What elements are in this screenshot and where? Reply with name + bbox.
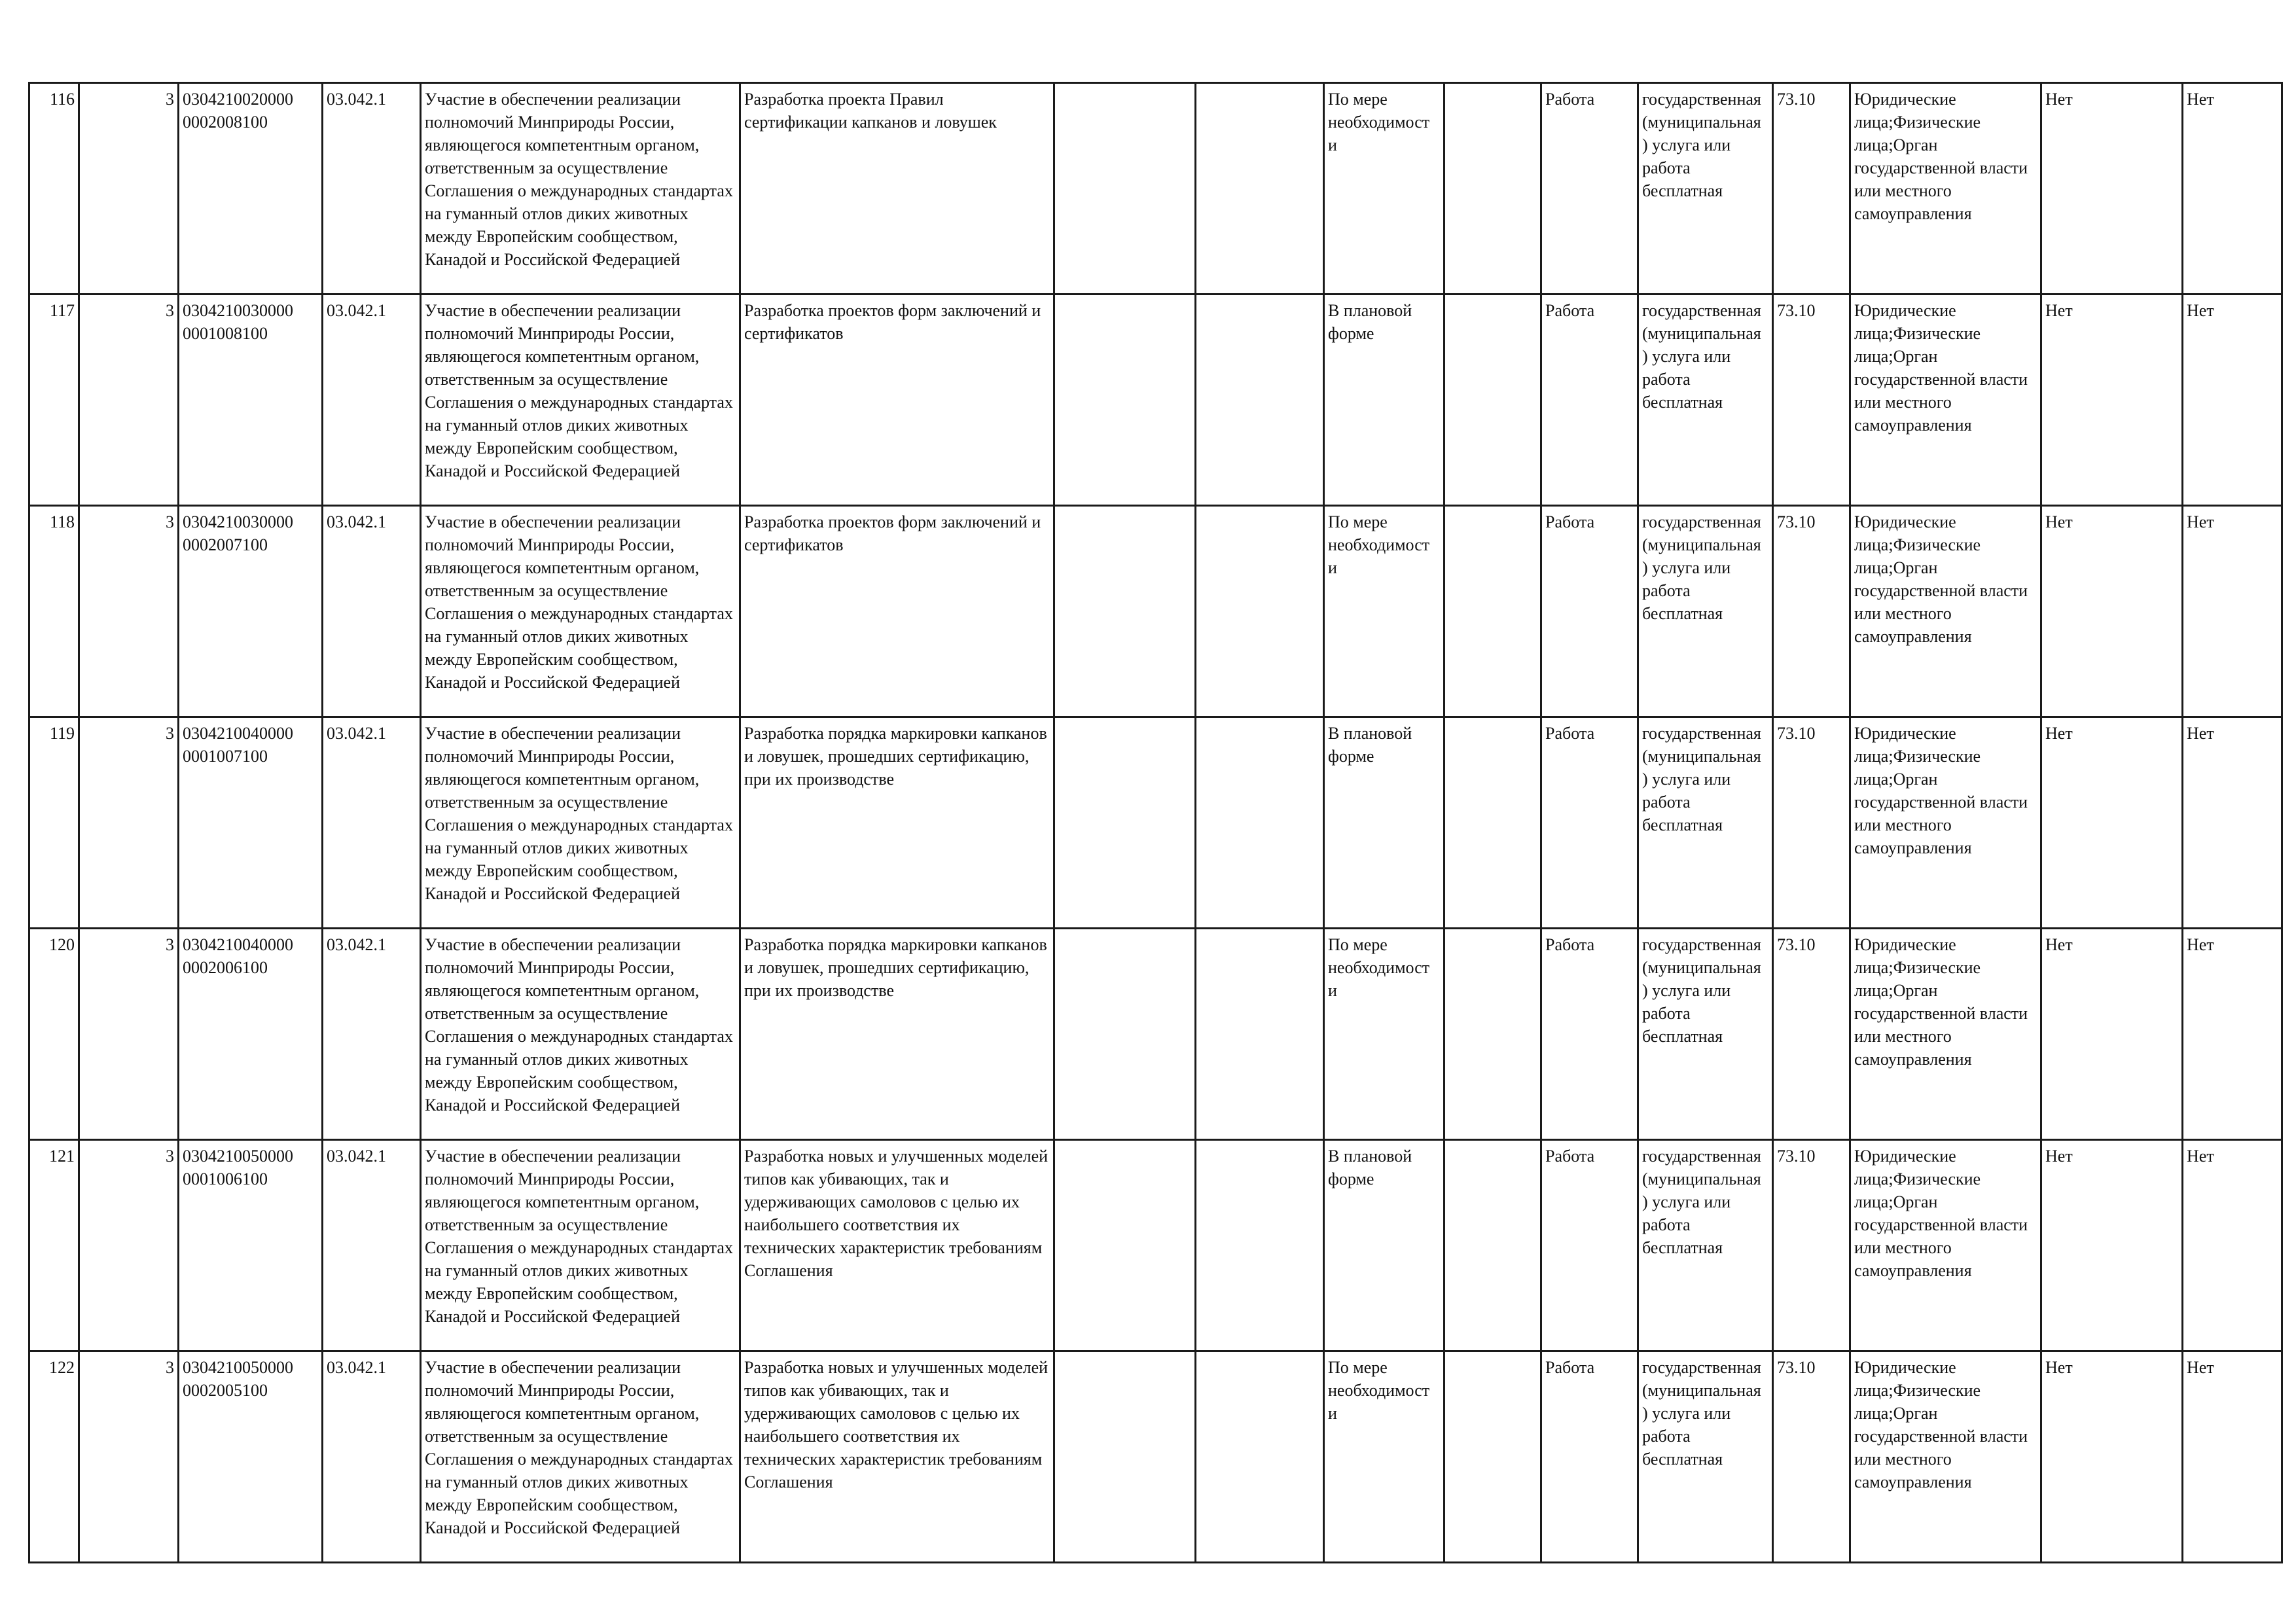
flag-value-2: Нет [2187, 935, 2214, 954]
row-number: 119 [49, 724, 75, 743]
consumers-cell [1850, 717, 2041, 929]
classifier-code-cell [323, 717, 421, 929]
flag-cell-2 [2183, 1351, 2282, 1563]
flag-cell-1 [2041, 506, 2183, 717]
flag-value-1: Нет [2045, 1358, 2073, 1377]
level-cell [79, 717, 179, 929]
service-name-cell [421, 717, 740, 929]
flag-value-2: Нет [2187, 724, 2214, 743]
activity-code-cell [1773, 1351, 1850, 1563]
row-number: 122 [49, 1358, 75, 1377]
table-body [29, 83, 2282, 1563]
empty-cell-1 [1054, 717, 1196, 929]
service-content-cell [740, 83, 1054, 294]
service-category: государственная (муниципальная ) услуга или работа бесплатная [1642, 724, 1761, 834]
flag-value-2: Нет [2187, 90, 2214, 109]
item-type: Работа [1545, 1358, 1595, 1377]
activity-code-cell [1773, 717, 1850, 929]
flag-cell-2 [2183, 294, 2282, 506]
flag-cell-1 [2041, 717, 2183, 929]
level-cell [79, 1140, 179, 1351]
registry-code-line-2: 0002006100 [183, 958, 268, 977]
service-name-cell [421, 83, 740, 294]
category-cell [1638, 506, 1773, 717]
consumer-categories: Юридические лица;Физические лица;Орган государственной власти или местного самоуправления [1854, 301, 2028, 435]
consumers-cell [1850, 929, 2041, 1140]
activity-code-cell [1773, 506, 1850, 717]
type-cell [1541, 1351, 1638, 1563]
table-row [29, 1140, 2282, 1351]
activity-code: 73.10 [1777, 1358, 1816, 1377]
service-name: Участие в обеспечении реализации полномочий Минприроды России, являющегося компетентным органом, ответственным за осуществление Соглашения о международных стандартах на гуманный отлов диких животных между Европейским сообществом, Канадой и Российской Федерацией [425, 90, 733, 269]
periodicity: По мере необходимост и [1328, 1358, 1430, 1423]
flag-value-1: Нет [2045, 301, 2073, 320]
flag-cell-1 [2041, 1351, 2183, 1563]
registry-code-line-1: 0304210030000 [183, 512, 293, 531]
service-name: Участие в обеспечении реализации полномочий Минприроды России, являющегося компетентным органом, ответственным за осуществление Соглашения о международных стандартах на гуманный отлов диких животных между Европейским сообществом, Канадой и Российской Федерацией [425, 1147, 733, 1326]
registry-code-line-1: 0304210050000 [183, 1147, 293, 1166]
service-category: государственная (муниципальная ) услуга или работа бесплатная [1642, 1147, 1761, 1257]
registry-code-cell [179, 506, 323, 717]
type-cell [1541, 929, 1638, 1140]
periodicity: По мере необходимост и [1328, 512, 1430, 577]
activity-code-cell [1773, 1140, 1850, 1351]
consumer-categories: Юридические лица;Физические лица;Орган государственной власти или местного самоуправления [1854, 724, 2028, 857]
category-cell [1638, 717, 1773, 929]
empty-cell-2 [1196, 717, 1324, 929]
consumer-categories: Юридические лица;Физические лица;Орган государственной власти или местного самоуправления [1854, 935, 2028, 1069]
consumer-categories: Юридические лица;Физические лица;Орган государственной власти или местного самоуправления [1854, 512, 2028, 646]
periodicity: В плановой форме [1328, 724, 1412, 766]
service-category: государственная (муниципальная ) услуга или работа бесплатная [1642, 301, 1761, 412]
level-cell [79, 1351, 179, 1563]
category-cell [1638, 929, 1773, 1140]
service-content-cell [740, 506, 1054, 717]
row-number: 118 [49, 512, 75, 531]
flag-cell-1 [2041, 1140, 2183, 1351]
category-cell [1638, 294, 1773, 506]
empty-cell-3 [1444, 929, 1541, 1140]
empty-cell-2 [1196, 929, 1324, 1140]
empty-cell-3 [1444, 1140, 1541, 1351]
row-number: 120 [49, 935, 75, 954]
registry-code-cell [179, 929, 323, 1140]
row-number-cell [29, 929, 79, 1140]
service-content: Разработка проектов форм заключений и сертификатов [744, 301, 1041, 343]
registry-code-cell [179, 1351, 323, 1563]
empty-cell-1 [1054, 83, 1196, 294]
service-content-cell [740, 929, 1054, 1140]
empty-cell-3 [1444, 717, 1541, 929]
service-name: Участие в обеспечении реализации полномочий Минприроды России, являющегося компетентным органом, ответственным за осуществление Соглашения о международных стандартах на гуманный отлов диких животных между Европейским сообществом, Канадой и Российской Федерацией [425, 724, 733, 903]
registry-code-line-1: 0304210040000 [183, 935, 293, 954]
flag-value-1: Нет [2045, 512, 2073, 531]
row-level: 3 [166, 724, 174, 743]
type-cell [1541, 506, 1638, 717]
row-level: 3 [166, 1147, 174, 1166]
service-name-cell [421, 294, 740, 506]
flag-value-2: Нет [2187, 1147, 2214, 1166]
flag-cell-2 [2183, 717, 2282, 929]
row-level: 3 [166, 935, 174, 954]
service-name-cell [421, 929, 740, 1140]
periodicity-cell [1324, 294, 1444, 506]
empty-cell-3 [1444, 294, 1541, 506]
row-number-cell [29, 294, 79, 506]
activity-code: 73.10 [1777, 301, 1816, 320]
item-type: Работа [1545, 301, 1595, 320]
level-cell [79, 506, 179, 717]
registry-code-line-2: 0001007100 [183, 747, 268, 766]
classifier-code: 03.042.1 [327, 1147, 386, 1166]
consumer-categories: Юридические лица;Физические лица;Орган государственной власти или местного самоуправления [1854, 90, 2028, 223]
category-cell [1638, 1351, 1773, 1563]
registry-code-line-2: 0002005100 [183, 1381, 268, 1400]
activity-code-cell [1773, 929, 1850, 1140]
table-row [29, 506, 2282, 717]
classifier-code-cell [323, 1351, 421, 1563]
service-content-cell [740, 1351, 1054, 1563]
consumer-categories: Юридические лица;Физические лица;Орган государственной власти или местного самоуправления [1854, 1147, 2028, 1280]
registry-code-line-1: 0304210020000 [183, 90, 293, 109]
level-cell [79, 83, 179, 294]
consumers-cell [1850, 83, 2041, 294]
table-row [29, 1351, 2282, 1563]
row-number-cell [29, 83, 79, 294]
flag-value-1: Нет [2045, 1147, 2073, 1166]
item-type: Работа [1545, 935, 1595, 954]
empty-cell-2 [1196, 1140, 1324, 1351]
periodicity-cell [1324, 1351, 1444, 1563]
classifier-code-cell [323, 506, 421, 717]
classifier-code: 03.042.1 [327, 1358, 386, 1377]
empty-cell-1 [1054, 929, 1196, 1140]
periodicity-cell [1324, 929, 1444, 1140]
flag-cell-1 [2041, 83, 2183, 294]
activity-code: 73.10 [1777, 935, 1816, 954]
flag-value-1: Нет [2045, 724, 2073, 743]
registry-code-line-2: 0001008100 [183, 324, 268, 343]
service-content-cell [740, 294, 1054, 506]
service-content: Разработка новых и улучшенных моделей типов как убивающих, так и удерживающих самоловов с целью их наибольшего соответствия их технических характеристик требованиям Соглашения [744, 1358, 1049, 1491]
classifier-code: 03.042.1 [327, 724, 386, 743]
item-type: Работа [1545, 724, 1595, 743]
classifier-code: 03.042.1 [327, 512, 386, 531]
table-row [29, 717, 2282, 929]
periodicity: В плановой форме [1328, 301, 1412, 343]
classifier-code-cell [323, 83, 421, 294]
flag-cell-2 [2183, 1140, 2282, 1351]
periodicity-cell [1324, 717, 1444, 929]
service-name: Участие в обеспечении реализации полномочий Минприроды России, являющегося компетентным органом, ответственным за осуществление Соглашения о международных стандартах на гуманный отлов диких животных между Европейским сообществом, Канадой и Российской Федерацией [425, 512, 733, 692]
service-category: государственная (муниципальная ) услуга или работа бесплатная [1642, 935, 1761, 1046]
row-level: 3 [166, 1358, 174, 1377]
activity-code: 73.10 [1777, 90, 1816, 109]
classifier-code: 03.042.1 [327, 935, 386, 954]
classifier-code: 03.042.1 [327, 90, 386, 109]
row-number-cell [29, 1351, 79, 1563]
flag-value-2: Нет [2187, 301, 2214, 320]
registry-code-line-2: 0002007100 [183, 535, 268, 554]
service-name-cell [421, 1351, 740, 1563]
registry-code-cell [179, 83, 323, 294]
row-number-cell [29, 506, 79, 717]
registry-code-line-1: 0304210030000 [183, 301, 293, 320]
periodicity: В плановой форме [1328, 1147, 1412, 1188]
registry-code-cell [179, 717, 323, 929]
registry-code-line-1: 0304210040000 [183, 724, 293, 743]
item-type: Работа [1545, 1147, 1595, 1166]
type-cell [1541, 1140, 1638, 1351]
empty-cell-3 [1444, 506, 1541, 717]
empty-cell-1 [1054, 294, 1196, 506]
periodicity-cell [1324, 506, 1444, 717]
item-type: Работа [1545, 512, 1595, 531]
registry-code-line-2: 0001006100 [183, 1169, 268, 1188]
category-cell [1638, 83, 1773, 294]
consumers-cell [1850, 1140, 2041, 1351]
flag-cell-1 [2041, 929, 2183, 1140]
empty-cell-2 [1196, 294, 1324, 506]
activity-code-cell [1773, 294, 1850, 506]
registry-code-cell [179, 294, 323, 506]
service-name-cell [421, 506, 740, 717]
type-cell [1541, 83, 1638, 294]
activity-code: 73.10 [1777, 1147, 1816, 1166]
service-content: Разработка проекта Правил сертификации капканов и ловушек [744, 90, 997, 132]
flag-cell-2 [2183, 506, 2282, 717]
row-number: 117 [49, 301, 75, 320]
empty-cell-1 [1054, 1140, 1196, 1351]
service-name: Участие в обеспечении реализации полномочий Минприроды России, являющегося компетентным органом, ответственным за осуществление Соглашения о международных стандартах на гуманный отлов диких животных между Европейским сообществом, Канадой и Российской Федерацией [425, 935, 733, 1115]
empty-cell-1 [1054, 1351, 1196, 1563]
consumers-cell [1850, 506, 2041, 717]
type-cell [1541, 294, 1638, 506]
flag-value-2: Нет [2187, 512, 2214, 531]
activity-code: 73.10 [1777, 512, 1816, 531]
service-content: Разработка проектов форм заключений и сертификатов [744, 512, 1041, 554]
flag-cell-2 [2183, 83, 2282, 294]
flag-cell-1 [2041, 294, 2183, 506]
empty-cell-1 [1054, 506, 1196, 717]
row-level: 3 [166, 301, 174, 320]
item-type: Работа [1545, 90, 1595, 109]
service-category: государственная (муниципальная ) услуга или работа бесплатная [1642, 90, 1761, 200]
registry-table [28, 82, 2283, 1563]
registry-code-line-2: 0002008100 [183, 113, 268, 132]
empty-cell-2 [1196, 83, 1324, 294]
classifier-code: 03.042.1 [327, 301, 386, 320]
service-content-cell [740, 717, 1054, 929]
classifier-code-cell [323, 1140, 421, 1351]
level-cell [79, 294, 179, 506]
service-content: Разработка порядка маркировки капканов и ловушек, прошедших сертификацию, при их производстве [744, 724, 1047, 789]
level-cell [79, 929, 179, 1140]
row-number-cell [29, 717, 79, 929]
empty-cell-2 [1196, 1351, 1324, 1563]
row-number: 121 [49, 1147, 75, 1166]
category-cell [1638, 1140, 1773, 1351]
empty-cell-3 [1444, 83, 1541, 294]
periodicity-cell [1324, 1140, 1444, 1351]
flag-cell-2 [2183, 929, 2282, 1140]
flag-value-2: Нет [2187, 1358, 2214, 1377]
consumers-cell [1850, 1351, 2041, 1563]
empty-cell-2 [1196, 506, 1324, 717]
row-number: 116 [49, 90, 75, 109]
periodicity-cell [1324, 83, 1444, 294]
flag-value-1: Нет [2045, 935, 2073, 954]
table-row [29, 83, 2282, 294]
classifier-code-cell [323, 929, 421, 1140]
row-level: 3 [166, 90, 174, 109]
registry-code-line-1: 0304210050000 [183, 1358, 293, 1377]
service-category: государственная (муниципальная ) услуга или работа бесплатная [1642, 512, 1761, 623]
row-level: 3 [166, 512, 174, 531]
activity-code-cell [1773, 83, 1850, 294]
type-cell [1541, 717, 1638, 929]
flag-value-1: Нет [2045, 90, 2073, 109]
service-category: государственная (муниципальная ) услуга или работа бесплатная [1642, 1358, 1761, 1469]
table-row [29, 929, 2282, 1140]
classifier-code-cell [323, 294, 421, 506]
periodicity: По мере необходимост и [1328, 90, 1430, 154]
row-number-cell [29, 1140, 79, 1351]
service-content-cell [740, 1140, 1054, 1351]
table-row [29, 294, 2282, 506]
periodicity: По мере необходимост и [1328, 935, 1430, 1000]
service-content: Разработка порядка маркировки капканов и ловушек, прошедших сертификацию, при их производстве [744, 935, 1047, 1000]
registry-code-cell [179, 1140, 323, 1351]
empty-cell-3 [1444, 1351, 1541, 1563]
service-name-cell [421, 1140, 740, 1351]
service-name: Участие в обеспечении реализации полномочий Минприроды России, являющегося компетентным органом, ответственным за осуществление Соглашения о международных стандартах на гуманный отлов диких животных между Европейским сообществом, Канадой и Российской Федерацией [425, 1358, 733, 1537]
activity-code: 73.10 [1777, 724, 1816, 743]
consumers-cell [1850, 294, 2041, 506]
service-name: Участие в обеспечении реализации полномочий Минприроды России, являющегося компетентным органом, ответственным за осуществление Соглашения о международных стандартах на гуманный отлов диких животных между Европейским сообществом, Канадой и Российской Федерацией [425, 301, 733, 480]
service-content: Разработка новых и улучшенных моделей типов как убивающих, так и удерживающих самоловов с целью их наибольшего соответствия их технических характеристик требованиям Соглашения [744, 1147, 1049, 1280]
consumer-categories: Юридические лица;Физические лица;Орган государственной власти или местного самоуправления [1854, 1358, 2028, 1491]
